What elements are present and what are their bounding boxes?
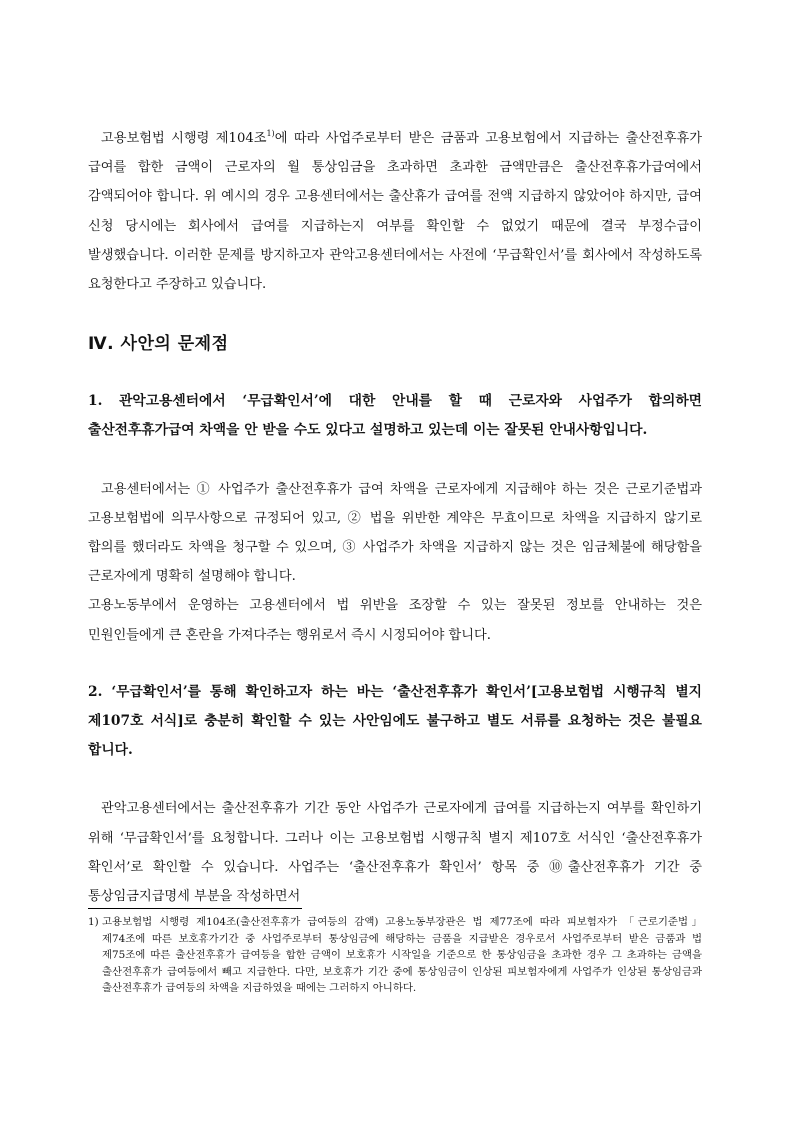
intro-text-start: 고용보험법 시행령 제104조 (101, 131, 267, 146)
issue-1-paragraph-2: 고용노동부에서 운영하는 고용센터에서 법 위반을 조장할 수 있는 잘못된 정보를 안내하는 것은 민원인들에게 큰 혼란을 가져다주는 행위로서 즉시 시정되어야 합니다. (88, 598, 702, 643)
footnote-text: 고용보험법 시행령 제104조(출산전후휴가 급여등의 감액) 고용노동부장관은 법 제77조에 따라 피보험자가 「근로기준법」 제74조에 따른 보호휴가기간 중 사업주로부터 통상임금에 해당하는 금품을 지급받은 경우로서 사업주로부터 받은 금품과 법 제75조에 따른 출산전후휴가 급여등을 합한 금액이 보호휴가 시작일을 기준으로 한 통상임금을 초과한 경우 그 초과하는 금액을 출산전후휴가 급여등에서 빼고 지급한다. 다만, 보호휴가 기간 중에 통상임금이 인상된 피보험자에게 사업주가 인상된 통상임금과 출산전후휴가 급여등의 차액을 지급하였을 때에는 그러하지 아니하다. (102, 916, 702, 995)
footnote-reference[interactable]: 1) (266, 129, 275, 138)
intro-text-rest: 에 따라 사업주로부터 받은 금품과 고용보험에서 지급하는 출산전후휴가 급여를 합한 금액이 근로자의 월 통상임금을 초과하면 초과한 금액만큼은 출산전후휴가급여에서 감액되어야 합니다. 위 예시의 경우 고용센터에서는 출산휴가 급여를 전액 지급하지 않았어야 하지만, 급여 신청 당시에는 회사에서 급여를 지급하는지 여부를 확인할 수 없었기 때문에 결국 부정수급이 발생했습니다. 이러한 문제를 방지하고자 관악고용센터에서는 사전에 ‘무급확인서’를 회사에서 작성하도록 요청한다고 주장하고 있습니다. (88, 131, 703, 293)
footnote-item (88, 914, 702, 997)
footnote-divider (88, 908, 302, 909)
intro-paragraph (88, 124, 702, 299)
issue-2-heading: 2. ‘무급확인서’를 통해 확인하고자 하는 바는 ‘출산전후휴가 확인서’[고용보험법 시행규칙 별지 제107호 서식]로 충분히 확인할 수 있는 사안임에도 불구하고 별도 서류를 요청하는 것은 불필요 합니다. (88, 683, 702, 759)
section-heading: Ⅳ. 사안의 문제점 (88, 334, 229, 355)
document-page (88, 124, 702, 911)
issue-2-paragraph-1: 관악고용센터에서는 출산전후휴가 기간 동안 사업주가 근로자에게 급여를 지급하는지 여부를 확인하기 위해 ‘무급확인서’를 요청합니다. 그러나 이는 고용보험법 시행규칙 별지 제107호 서식인 ‘출산전후휴가 확인서’로 확인할 수 있습니다. 사업주는 ‘출산전후휴가 확인서’ 항목 중 ⑩출산전후휴가 기간 중 통상임금지급명세 부분을 작성하면서 (88, 801, 702, 905)
footnote-number: 1) (88, 916, 99, 928)
issue-1-paragraph-1: 고용센터에서는 ① 사업주가 출산전후휴가 급여 차액을 근로자에게 지급해야 하는 것은 근로기준법과 고용보험법에 의무사항으로 규정되어 있고, ② 법을 위반한 계약은 무효이므로 차액을 지급하지 않기로 합의를 했더라도 차액을 청구할 수 있으며, ③ 사업주가 차액을 지급하지 않는 것은 임금체불에 해당함을 근로자에게 명확히 설명해야 합니다. (88, 481, 702, 585)
footnotes (88, 914, 702, 997)
issue-1-heading: 1. 관악고용센터에서 ‘무급확인서’에 대한 안내를 할 때 근로자와 사업주가 합의하면 출산전후휴가급여 차액을 안 받을 수도 있다고 설명하고 있는데 이는 잘못된 안내사항입니다. (88, 393, 702, 439)
